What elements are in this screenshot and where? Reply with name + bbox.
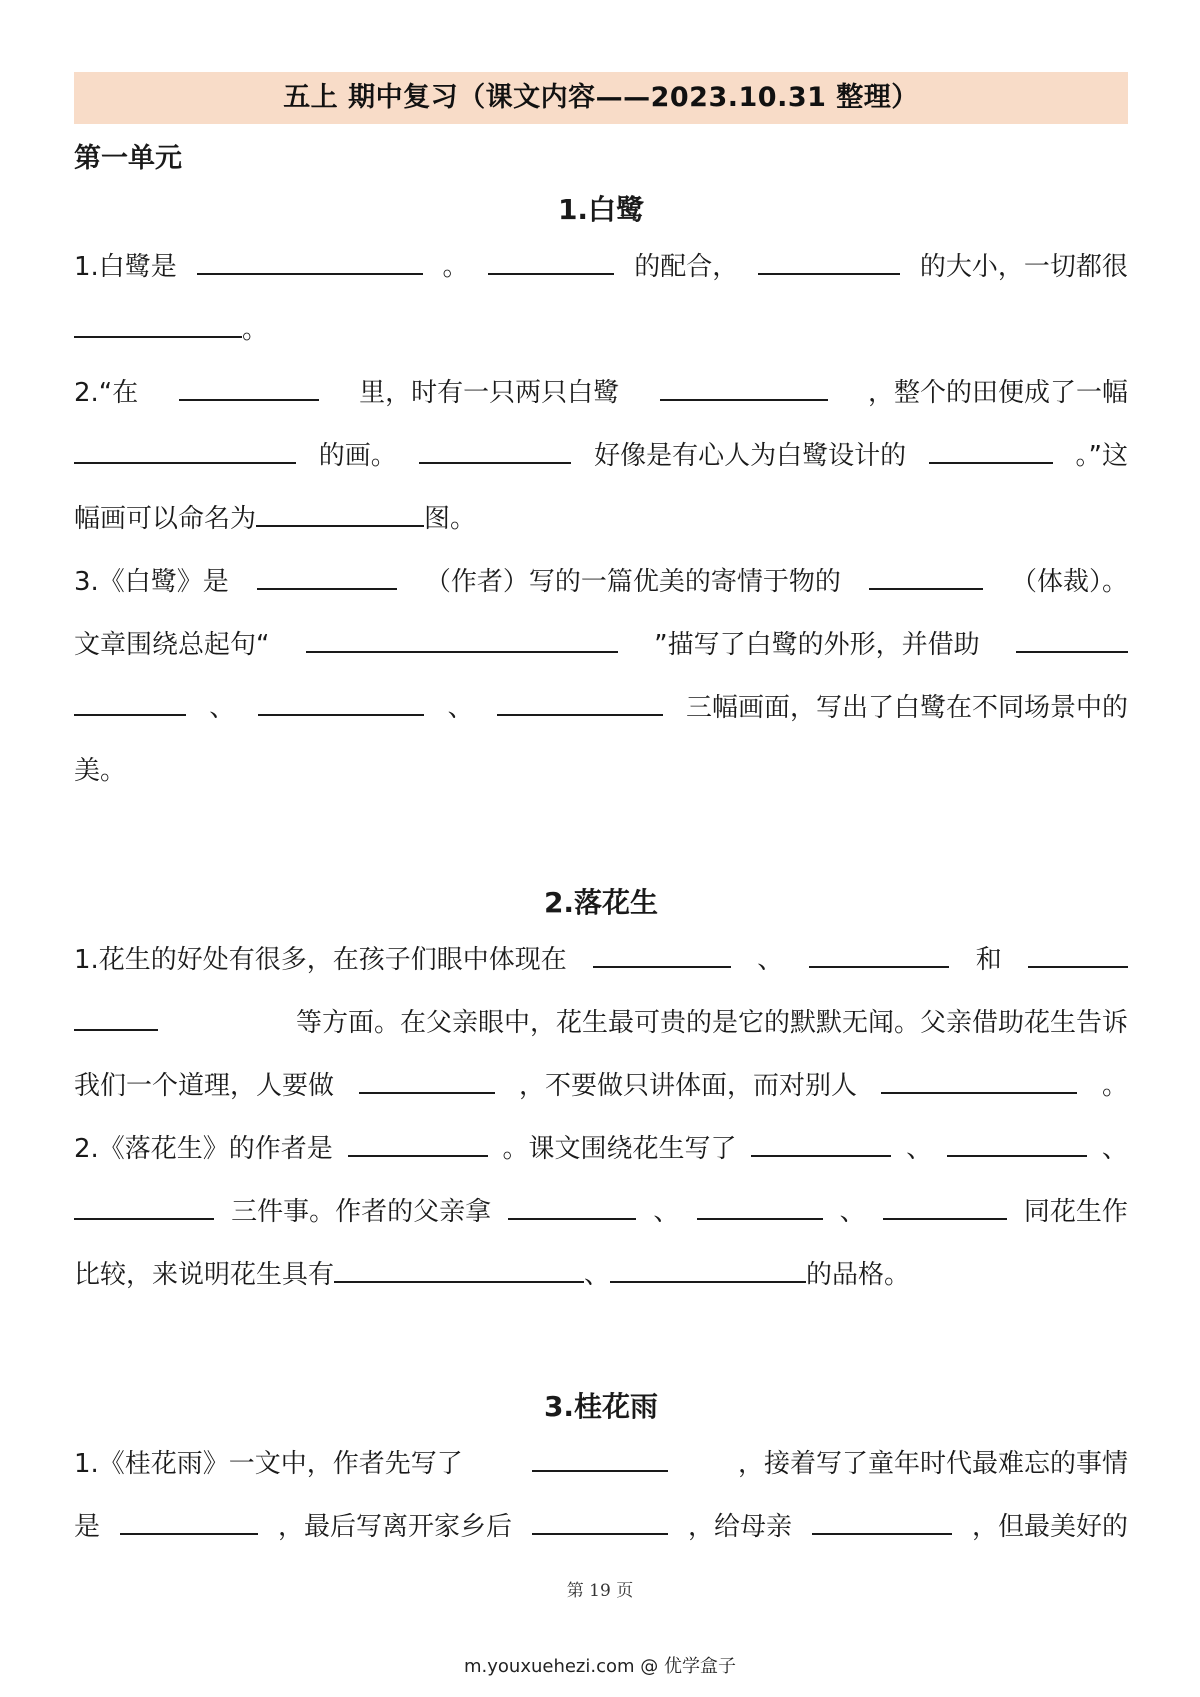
question-line bbox=[74, 488, 1128, 551]
question-text: 好像是有心人为白鹭设计的 bbox=[594, 441, 907, 471]
answer-blank[interactable] bbox=[74, 688, 186, 716]
answer-blank[interactable] bbox=[869, 562, 983, 590]
question-text: 的品格。 bbox=[806, 1260, 911, 1290]
answer-blank[interactable] bbox=[258, 688, 424, 716]
answer-blank[interactable] bbox=[610, 1255, 806, 1283]
question-line bbox=[74, 1496, 1128, 1559]
site-watermark: m.youxuehezi.com @ 优学盒子 bbox=[463, 1656, 736, 1677]
answer-blank[interactable] bbox=[348, 1129, 488, 1157]
answer-blank[interactable] bbox=[532, 1444, 668, 1472]
question-line bbox=[74, 677, 1128, 740]
page-title: 五上 期中复习（课文内容——2023.10.31 整理） bbox=[74, 72, 1128, 124]
question-text: ”描写了白鹭的外形，并借助 bbox=[654, 630, 980, 660]
question-text: 3.《白鹭》是 bbox=[74, 567, 229, 597]
question-line bbox=[74, 1118, 1128, 1181]
question-line bbox=[74, 551, 1128, 614]
answer-blank[interactable] bbox=[593, 940, 731, 968]
question-text: （作者）写的一篇优美的寄情于物的 bbox=[424, 567, 841, 597]
question-text: 、 bbox=[1101, 1134, 1128, 1164]
question-text: 。课文围绕花生写了 bbox=[502, 1134, 737, 1164]
question-text: 1.白鹭是 bbox=[74, 252, 177, 282]
lesson-title-2: 2.落花生 bbox=[543, 886, 659, 919]
question-text: 三件事。作者的父亲拿 bbox=[231, 1197, 492, 1227]
question-text: 是 bbox=[74, 1512, 101, 1542]
answer-blank[interactable] bbox=[697, 1192, 823, 1220]
question-text: 。 bbox=[1101, 1071, 1128, 1101]
question-text: 。 bbox=[442, 252, 469, 282]
answer-blank[interactable] bbox=[508, 1192, 636, 1220]
question-text: 。”这 bbox=[1075, 441, 1128, 471]
lesson-title-1: 1.白鹭 bbox=[557, 193, 645, 226]
answer-blank[interactable] bbox=[1028, 940, 1128, 968]
answer-blank[interactable] bbox=[179, 373, 319, 401]
question-line bbox=[74, 1055, 1128, 1118]
answer-blank[interactable] bbox=[532, 1507, 668, 1535]
question-line bbox=[74, 740, 1128, 803]
question-text: 同花生作 bbox=[1023, 1197, 1128, 1227]
answer-blank[interactable] bbox=[881, 1066, 1077, 1094]
answer-blank[interactable] bbox=[758, 247, 900, 275]
answer-blank[interactable] bbox=[660, 373, 828, 401]
question-text: ，但最美好的 bbox=[971, 1512, 1128, 1542]
answer-blank[interactable] bbox=[947, 1129, 1087, 1157]
question-text: 比较，来说明花生具有 bbox=[74, 1260, 335, 1290]
question-text: 2.“在 bbox=[74, 378, 139, 408]
question-text: 。 bbox=[242, 315, 269, 345]
question-text: 我们一个道理，人要做 bbox=[74, 1071, 335, 1101]
answer-blank[interactable] bbox=[809, 940, 949, 968]
question-line bbox=[74, 362, 1128, 425]
page-number: 第 19 页 bbox=[566, 1581, 634, 1601]
question-text: 、 bbox=[839, 1197, 866, 1227]
answer-blank[interactable] bbox=[488, 247, 614, 275]
answer-blank[interactable] bbox=[74, 310, 242, 338]
lesson-title-3: 3.桂花雨 bbox=[543, 1390, 659, 1423]
question-text: ，不要做只讲体面，而对别人 bbox=[518, 1071, 857, 1101]
question-text: 1.《桂花雨》一文中，作者先写了 bbox=[74, 1449, 463, 1479]
answer-blank[interactable] bbox=[812, 1507, 952, 1535]
question-text: 、 bbox=[653, 1197, 680, 1227]
question-text: 的配合， bbox=[634, 252, 739, 282]
question-text: 美。 bbox=[74, 756, 127, 786]
question-line bbox=[74, 1433, 1128, 1496]
answer-blank[interactable] bbox=[74, 1192, 214, 1220]
question-text: 三幅画面，写出了白鹭在不同场景中的 bbox=[685, 693, 1128, 723]
answer-blank[interactable] bbox=[359, 1066, 495, 1094]
answer-blank[interactable] bbox=[256, 499, 424, 527]
section-gap bbox=[74, 1307, 1128, 1381]
question-text: 、 bbox=[906, 1134, 933, 1164]
answer-blank[interactable] bbox=[929, 436, 1053, 464]
answer-blank[interactable] bbox=[334, 1255, 584, 1283]
answer-blank[interactable] bbox=[497, 688, 663, 716]
question-line bbox=[74, 299, 1128, 362]
worksheet-page bbox=[74, 72, 1128, 1559]
answer-blank[interactable] bbox=[197, 247, 423, 275]
question-text: 2.《落花生》的作者是 bbox=[74, 1134, 333, 1164]
question-text: 、 bbox=[447, 693, 474, 723]
answer-blank[interactable] bbox=[306, 625, 618, 653]
question-text: 里，时有一只两只白鹭 bbox=[359, 378, 620, 408]
answer-blank[interactable] bbox=[1016, 625, 1128, 653]
question-text: ，接着写了童年时代最难忘的事情 bbox=[737, 1449, 1128, 1479]
question-text: ，整个的田便成了一幅 bbox=[867, 378, 1128, 408]
question-text: 和 bbox=[975, 945, 1002, 975]
question-text: 1.花生的好处有很多，在孩子们眼中体现在 bbox=[74, 945, 567, 975]
answer-blank[interactable] bbox=[74, 436, 296, 464]
answer-blank[interactable] bbox=[419, 436, 571, 464]
question-line bbox=[74, 992, 1128, 1055]
question-line bbox=[74, 929, 1128, 992]
question-text: 、 bbox=[209, 693, 236, 723]
question-text: 、 bbox=[757, 945, 784, 975]
answer-blank[interactable] bbox=[120, 1507, 258, 1535]
question-line bbox=[74, 236, 1128, 299]
question-text: 、 bbox=[584, 1260, 611, 1290]
question-text: 的大小，一切都很 bbox=[919, 252, 1128, 282]
unit-heading: 第一单元 bbox=[74, 143, 182, 174]
answer-blank[interactable] bbox=[751, 1129, 891, 1157]
question-text: 的画。 bbox=[318, 441, 397, 471]
question-line bbox=[74, 425, 1128, 488]
question-text: ，最后写离开家乡后 bbox=[277, 1512, 512, 1542]
question-line bbox=[74, 1244, 1128, 1307]
answer-blank[interactable] bbox=[74, 1003, 158, 1031]
answer-blank[interactable] bbox=[257, 562, 397, 590]
question-line bbox=[74, 614, 1128, 677]
question-text: ，给母亲 bbox=[687, 1512, 792, 1542]
question-text: （体裁）。 bbox=[1010, 567, 1128, 597]
question-text: 文章围绕总起句“ bbox=[74, 630, 270, 660]
question-text: 幅画可以命名为 bbox=[74, 504, 257, 534]
answer-blank[interactable] bbox=[883, 1192, 1007, 1220]
question-line bbox=[74, 1181, 1128, 1244]
question-text: 图。 bbox=[424, 504, 477, 534]
question-text: 等方面。在父亲眼中，花生最可贵的是它的默默无闻。父亲借助花生告诉 bbox=[295, 1008, 1128, 1038]
section-gap bbox=[74, 803, 1128, 877]
